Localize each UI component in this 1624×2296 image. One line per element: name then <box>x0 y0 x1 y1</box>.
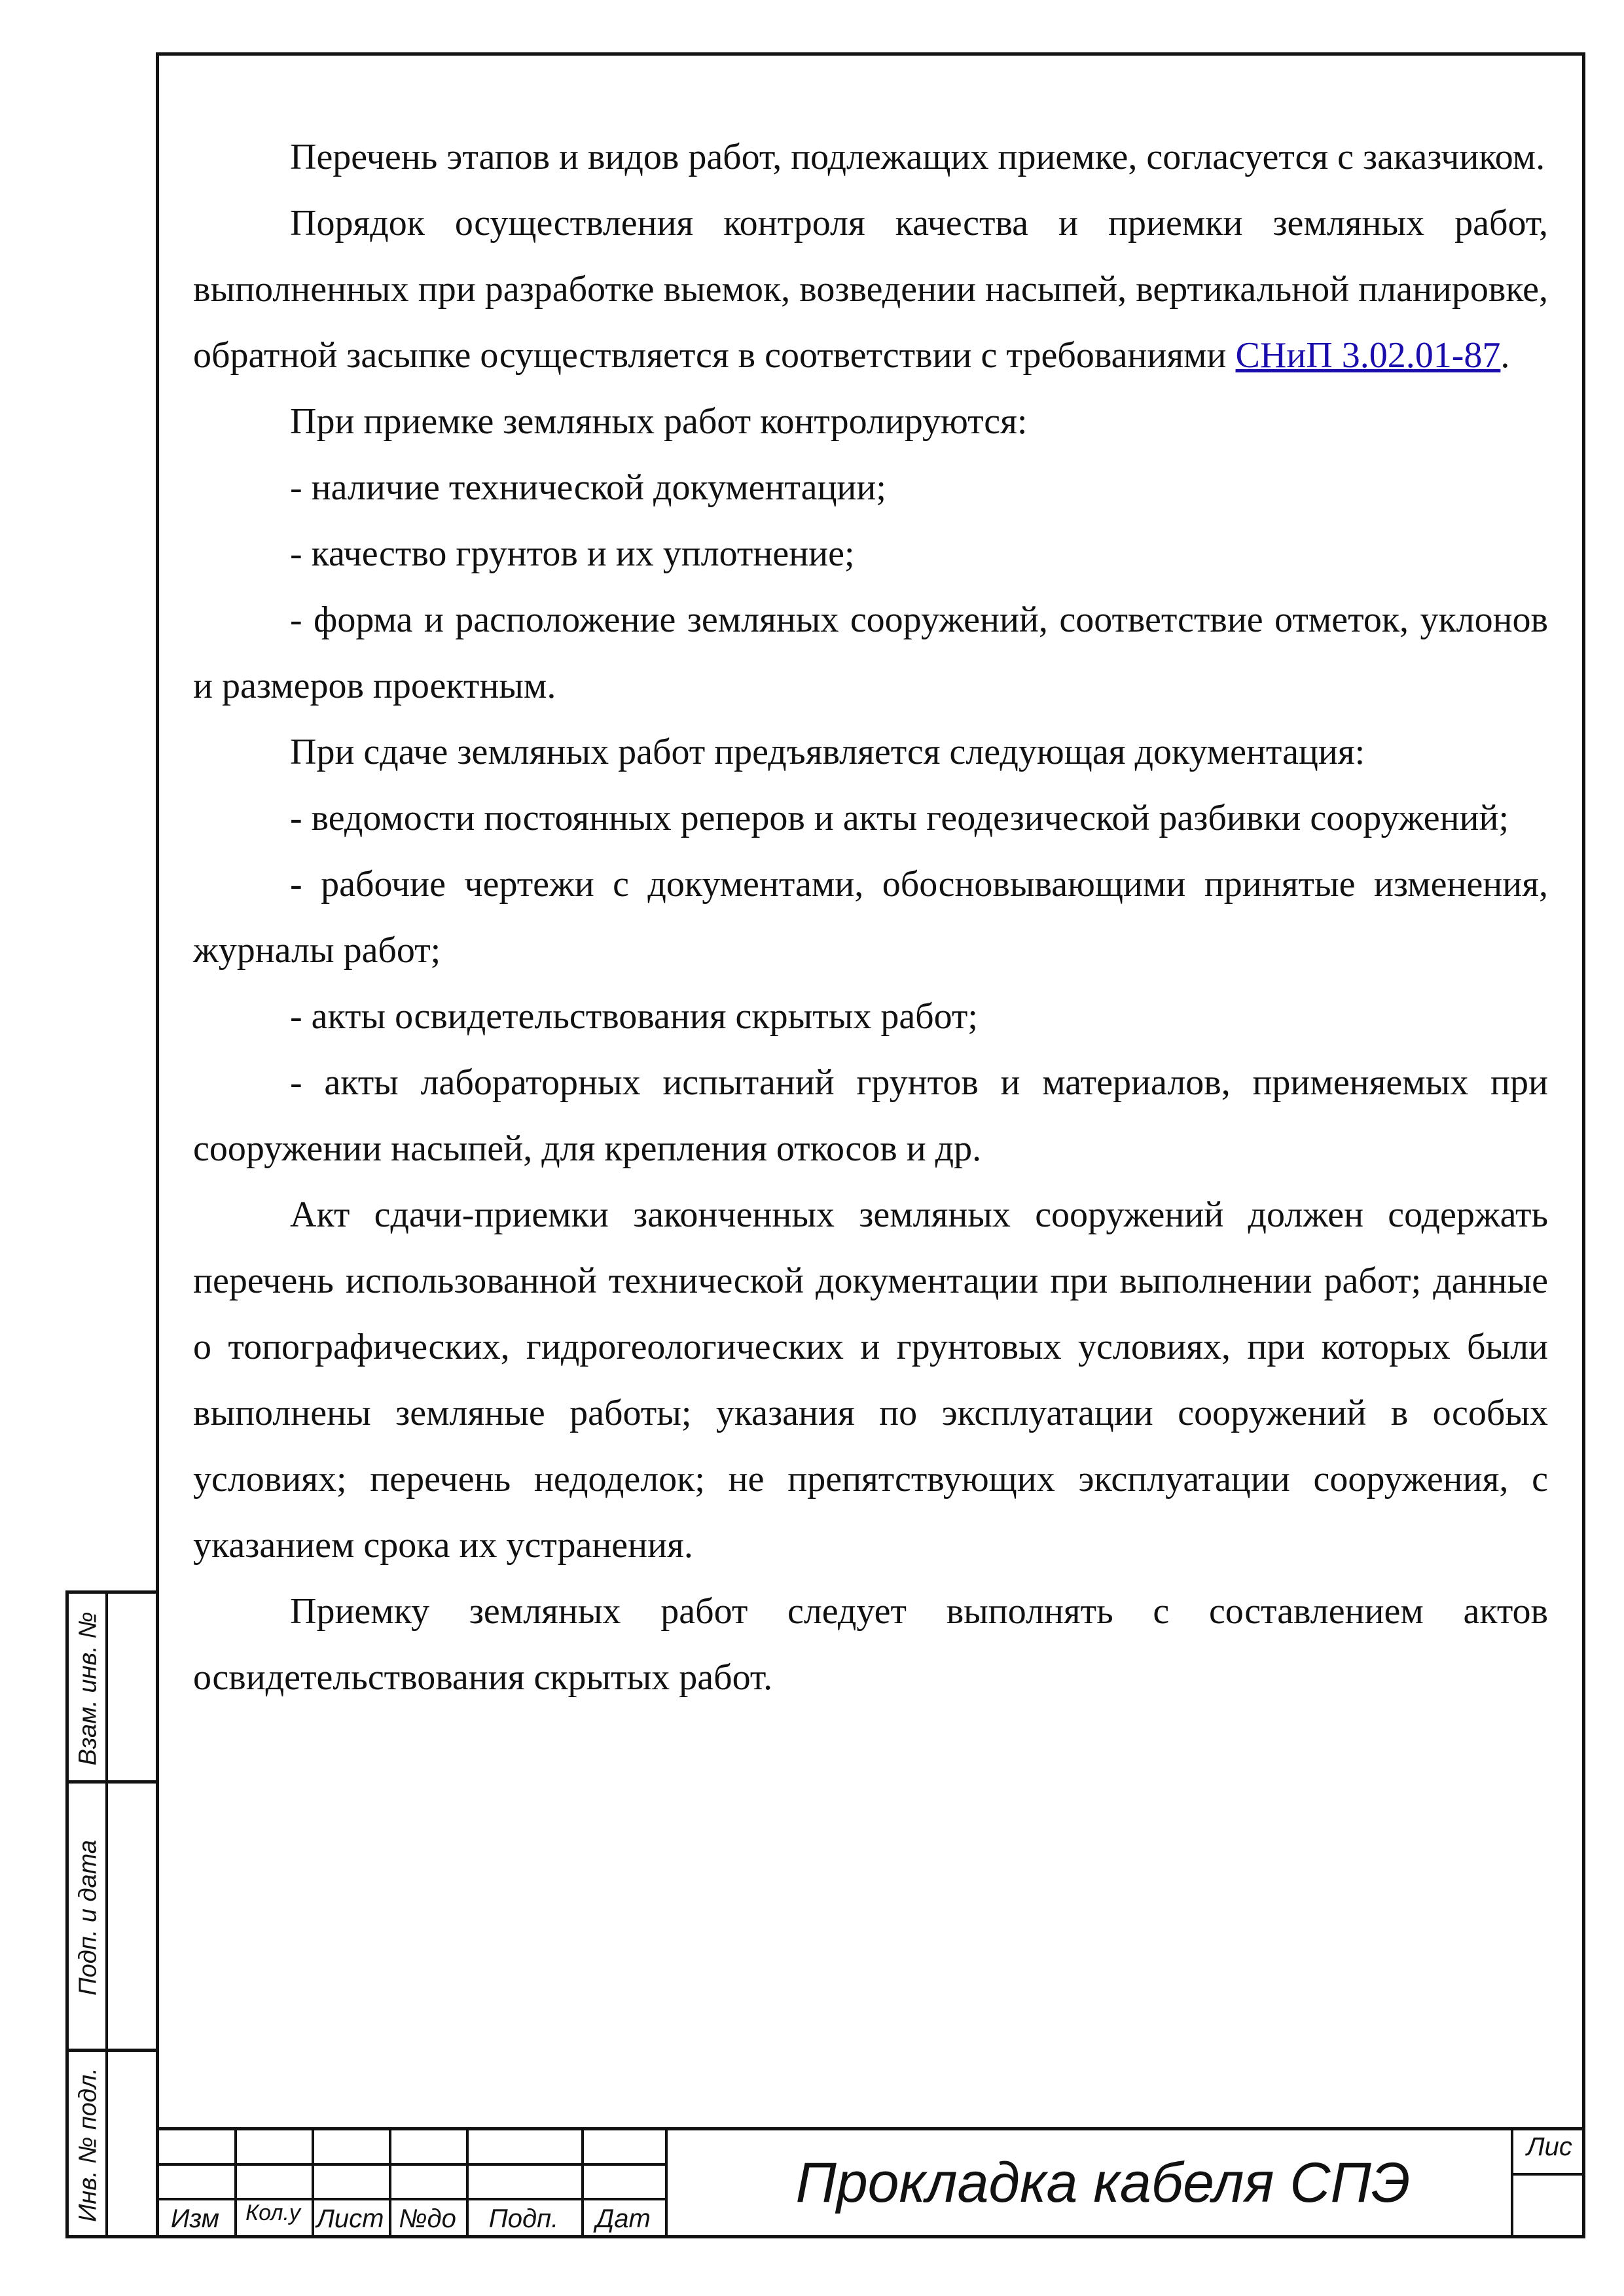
snip-link[interactable]: СНиП 3.02.01-87 <box>1235 335 1501 376</box>
paragraph-text: Порядок осуществления контроля качества и приемки земляных работ, выполненных при разработке выемок, возведении насыпей, вертикальной планировке, обратной засыпке осуществляется в соответствии с требованиями <box>193 203 1548 376</box>
list-item: - ведомости постоянных реперов и акты геодезической разбивки сооружений; <box>290 798 1509 838</box>
header-quantity: Кол.у <box>245 2200 300 2225</box>
list-item: - качество грунтов и их уплотнение; <box>290 533 855 574</box>
list-item: - рабочие чертежи с документами, обосновывающими принятые изменения, журналы работ; <box>193 864 1548 971</box>
sheet-box-divider <box>1513 2173 1585 2176</box>
side-stamp-label-replace: Взам. инв. № <box>74 1611 102 1766</box>
paragraph: При сдаче земляных работ предъявляется следующая документация: <box>290 732 1365 772</box>
revision-grid <box>156 2127 668 2238</box>
sheet-number-box <box>1511 2127 1585 2238</box>
document-body <box>193 124 1548 1711</box>
link-trailing-period: . <box>1500 335 1510 376</box>
title-block <box>156 2127 1585 2238</box>
side-stamp-row <box>69 1784 156 2052</box>
list-item: - форма и расположение земляных сооружений, соответствие отметок, уклонов и размеров проектным. <box>193 600 1548 706</box>
header-signature: Подп. <box>488 2204 559 2233</box>
grid-line <box>156 2198 668 2200</box>
paragraph: Перечень этапов и видов работ, подлежащих приемке, согласуется с заказчиком. <box>290 137 1545 177</box>
side-stamp-label-inventory: Инв. № подл. <box>74 2068 102 2222</box>
side-stamp-row <box>69 1594 156 1784</box>
header-document-number: №до <box>399 2204 456 2233</box>
header-date: Дат <box>596 2204 651 2233</box>
sheet-label: Лис <box>1526 2132 1572 2161</box>
paragraph: При приемке земляных работ контролируются: <box>290 401 1028 442</box>
header-revision: Изм <box>170 2204 220 2233</box>
grid-line <box>156 2163 668 2166</box>
list-item: - акты освидетельствования скрытых работ; <box>290 996 978 1037</box>
document-title: Прокладка кабеля СПЭ <box>795 2151 1411 2214</box>
side-stamp-label-signature: Подп. и дата <box>74 1840 102 1996</box>
list-item: - акты лабораторных испытаний грунтов и материалов, применяемых при сооружении насыпей, для крепления откосов и др. <box>193 1062 1548 1169</box>
paragraph: Акт сдачи-приемки законченных земляных сооружений должен содержать перечень использованной технической документации при выполнении работ; данные о топографических, гидрогеологических и грунтовых условиях, при которых были выполнены земляные работы; указания по эксплуатации сооружений в особых условиях; перечень недоделок; не препятствующих эксплуатации сооружения, с указанием срока их устранения. <box>193 1194 1548 1566</box>
side-stamp <box>65 1590 156 2238</box>
paragraph <box>193 190 1548 389</box>
list-item: - наличие технической документации; <box>290 467 886 508</box>
header-sheet: Лист <box>316 2204 384 2233</box>
side-stamp-row <box>69 2052 156 2238</box>
paragraph: Приемку земляных работ следует выполнять с составлением актов освидетельствования скрытых работ. <box>193 1591 1548 1698</box>
